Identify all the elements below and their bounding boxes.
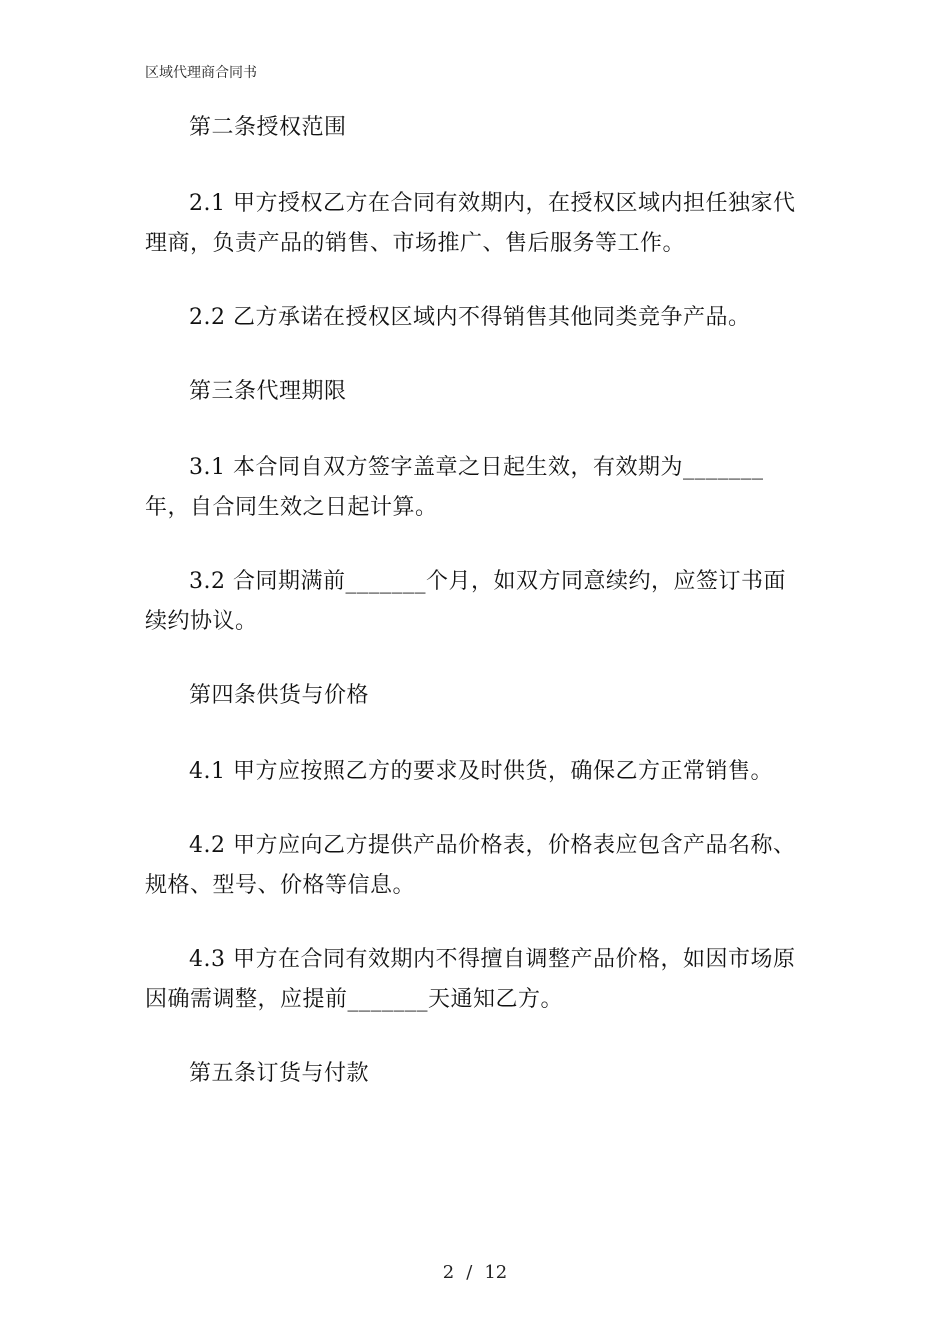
- document-header: 区域代理商合同书: [145, 65, 257, 81]
- total-pages: 12: [484, 1262, 508, 1283]
- article-3-heading: 第三条代理期限: [189, 379, 347, 404]
- clause-3-1: 3.1 本合同自双方签字盖章之日起生效，有效期为_______年，自合同生效之日起计算。: [145, 455, 764, 520]
- clause-2-1: 2.1 甲方授权乙方在合同有效期内，在授权区域内担任独家代理商，负责产品的销售、市场推广、售后服务等工作。: [145, 191, 796, 256]
- article-5-heading: 第五条订货与付款: [189, 1061, 370, 1086]
- page-number: [0, 1262, 950, 1283]
- article-2-heading: 第二条授权范围: [189, 115, 347, 140]
- document-body: [145, 108, 805, 1130]
- clause-4-3: 4.3 甲方在合同有效期内不得擅自调整产品价格，如因市场原因确需调整，应提前_______天通知乙方。: [145, 947, 796, 1012]
- clause-4-2: 4.2 甲方应向乙方提供产品价格表，价格表应包含产品名称、规格、型号、价格等信息。: [145, 833, 796, 898]
- current-page: 2: [442, 1262, 455, 1283]
- clause-3-2: 3.2 合同期满前_______个月，如双方同意续约，应签订书面续约协议。: [145, 569, 786, 634]
- page-separator: /: [466, 1262, 473, 1283]
- article-4-heading: 第四条供货与价格: [189, 683, 370, 708]
- clause-2-2: 2.2 乙方承诺在授权区域内不得销售其他同类竞争产品。: [189, 305, 751, 330]
- clause-4-1: 4.1 甲方应按照乙方的要求及时供货，确保乙方正常销售。: [189, 759, 773, 784]
